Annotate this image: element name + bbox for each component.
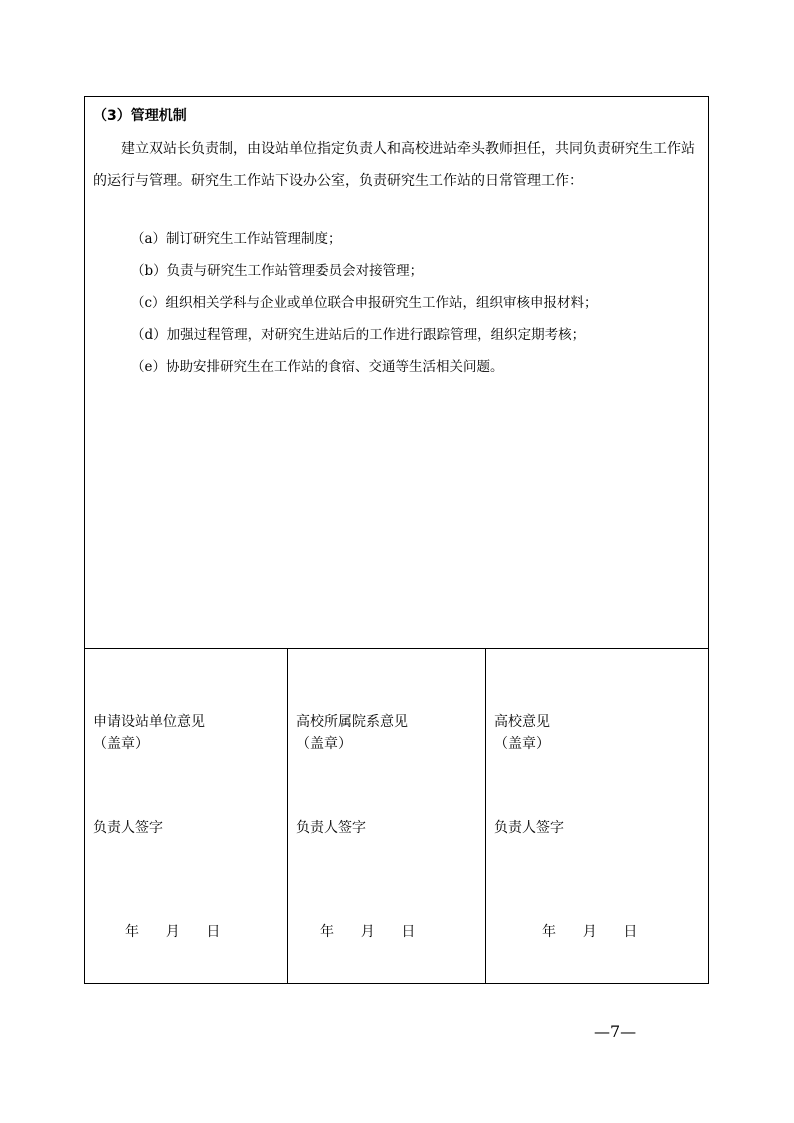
opinion-row <box>85 649 708 984</box>
seal-label: （盖章） <box>296 736 352 752</box>
month-label: 月 <box>582 924 597 940</box>
section-paragraph: 建立双站长负责制，由设站单位指定负责人和高校进站牵头教师担任，共同负责研究生工作站的运行与管理。研究生工作站下设办公室，负责研究生工作站的日常管理工作： <box>93 141 695 189</box>
day-label: 日 <box>401 924 416 940</box>
day-label: 日 <box>206 924 221 940</box>
opinion-cell-department <box>288 649 486 984</box>
opinion-title: 高校所属院系意见 <box>296 714 408 730</box>
date-line <box>542 921 637 941</box>
section-title: （3）管理机制 <box>93 108 187 124</box>
day-label: 日 <box>623 924 638 940</box>
opinion-title: 高校意见 <box>494 714 550 730</box>
year-label: 年 <box>125 924 139 940</box>
list-item: （c）组织相关学科与企业或单位联合申报研究生工作站，组织审核申报材料； <box>131 295 598 311</box>
date-line <box>320 921 415 941</box>
list-item: （d）加强过程管理，对研究生进站后的工作进行跟踪管理，组织定期考核； <box>131 327 586 343</box>
opinion-cell-station-unit <box>85 649 288 984</box>
signature-label: 负责人签字 <box>296 820 366 836</box>
signature-label: 负责人签字 <box>93 820 163 836</box>
list-item: （a）制订研究生工作站管理制度； <box>131 231 342 247</box>
opinion-cell-university <box>486 649 709 984</box>
list-item: （b）负责与研究生工作站管理委员会对接管理； <box>131 263 424 279</box>
year-label: 年 <box>320 924 334 940</box>
seal-label: （盖章） <box>93 736 149 752</box>
duty-list <box>131 223 598 383</box>
form-table <box>84 96 709 984</box>
seal-label: （盖章） <box>494 736 550 752</box>
date-line <box>125 921 220 941</box>
page-number: —7— <box>594 1022 637 1041</box>
month-label: 月 <box>165 924 180 940</box>
year-label: 年 <box>542 924 556 940</box>
opinion-title: 申请设站单位意见 <box>93 714 205 730</box>
signature-label: 负责人签字 <box>494 820 564 836</box>
list-item: （e）协助安排研究生在工作站的食宿、交通等生活相关问题。 <box>131 359 504 375</box>
month-label: 月 <box>360 924 375 940</box>
management-section <box>85 97 708 649</box>
